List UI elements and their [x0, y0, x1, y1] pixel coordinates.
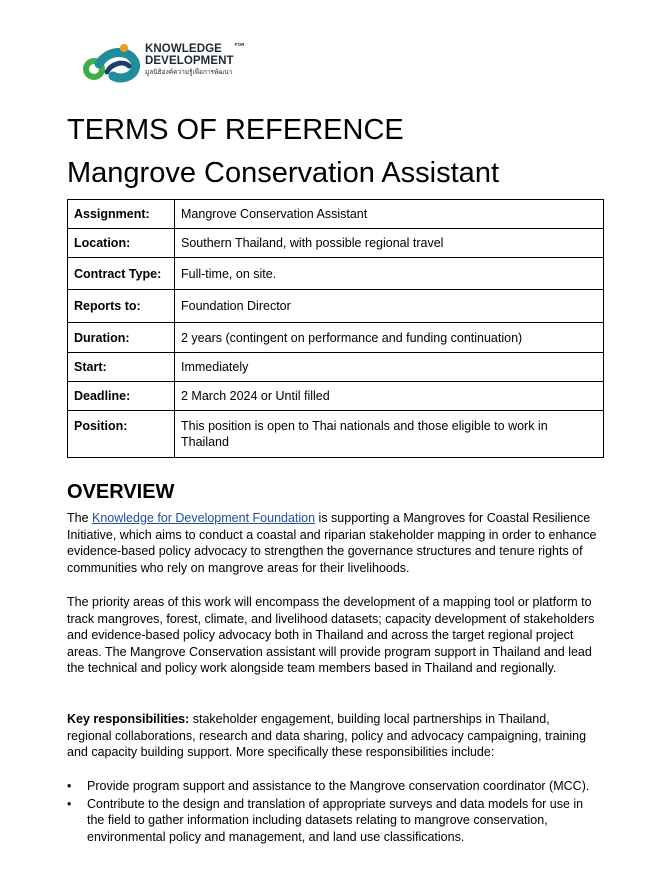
- logo-wordmark-for: FOR: [234, 42, 245, 47]
- list-item: [67, 778, 597, 795]
- bullet-icon: •: [67, 779, 72, 793]
- table-row: [68, 382, 604, 411]
- row-value: Mangrove Conservation Assistant: [175, 200, 604, 229]
- table-row: [68, 411, 604, 458]
- row-label: Start:: [68, 353, 175, 382]
- row-value: Full-time, on site.: [175, 258, 604, 290]
- row-label: Duration:: [68, 323, 175, 353]
- position-title: Mangrove Conservation Assistant: [67, 157, 499, 189]
- responsibilities-list: [67, 778, 597, 846]
- overview-heading: OVERVIEW: [67, 481, 175, 503]
- logo-wordmark-line1: KNOWLEDGE: [145, 43, 222, 55]
- list-item: [67, 796, 597, 846]
- foundation-link[interactable]: Knowledge for Development Foundation: [92, 511, 316, 525]
- table-row: [68, 200, 604, 229]
- table-row: [68, 290, 604, 323]
- table-row: [68, 258, 604, 290]
- table-row: [68, 323, 604, 353]
- row-value: 2 March 2024 or Until filled: [175, 382, 604, 411]
- list-item-text: Contribute to the design and translation of appropriate surveys and data models for use in the field to gather information including datasets relating to mangrove conservation, environmental policy and management, and land use classifications.: [87, 796, 584, 844]
- foundation-logo: [79, 42, 259, 86]
- row-value: Southern Thailand, with possible regional travel: [175, 229, 604, 258]
- row-label: Deadline:: [68, 382, 175, 411]
- logo-mark-icon: [79, 42, 141, 86]
- row-value: Foundation Director: [175, 290, 604, 323]
- bullet-icon: •: [67, 796, 72, 811]
- document-title: TERMS OF REFERENCE: [67, 114, 404, 146]
- row-value: Immediately: [175, 353, 604, 382]
- list-item-text: Provide program support and assistance to the Mangrove conservation coordinator (MCC).: [87, 779, 590, 793]
- row-label: Contract Type:: [68, 258, 175, 290]
- paragraph-text: is supporting a Mangroves for Coastal Resilience Initiative, which aims to conduct a coastal and riparian stakeholder mapping in order to enhance evidence-based policy advocacy to strengthen the governance structures and tenure rights of communities who rely on mangrove areas for their livelihoods.: [67, 511, 597, 575]
- row-value: 2 years (contingent on performance and funding continuation): [175, 323, 604, 353]
- paragraph-text: The: [67, 511, 93, 525]
- overview-paragraph-1: [67, 510, 597, 576]
- table-row: [68, 353, 604, 382]
- table-row: [68, 229, 604, 258]
- row-value: This position is open to Thai nationals and those eligible to work in Thailand: [175, 411, 604, 458]
- paragraph-text: stakeholder engagement, building local partnerships in Thailand, regional collaborations, research and data sharing, policy and advocacy campaigning, training and capacity building support. More specifically these responsibilities include:: [67, 712, 587, 759]
- responsibilities-paragraph: [67, 711, 597, 761]
- row-label: Reports to:: [68, 290, 175, 323]
- logo-wordmark-line2: DEVELOPMENT: [145, 55, 234, 67]
- logo-thai-name: มูลนิธิองค์ความรู้เพื่อการพัฒนา: [145, 69, 233, 76]
- assignment-info-table: [67, 199, 604, 458]
- responsibilities-label: Key responsibilities:: [67, 712, 190, 726]
- overview-paragraph-2: The priority areas of this work will encompass the development of a mapping tool or platform to track mangroves, forest, climate, and livelihood datasets; capacity development of stakeholders and evidence-based policy advocacy both in Thailand and across the target regional project areas. The Mangrove Conservation assistant will provide program support in Thailand and lead the technical and policy work alongside team members based in Thailand and regionally.: [67, 595, 595, 675]
- logo-text: [145, 42, 245, 77]
- row-label: Location:: [68, 229, 175, 258]
- row-label: Assignment:: [68, 200, 175, 229]
- row-label: Position:: [68, 411, 175, 458]
